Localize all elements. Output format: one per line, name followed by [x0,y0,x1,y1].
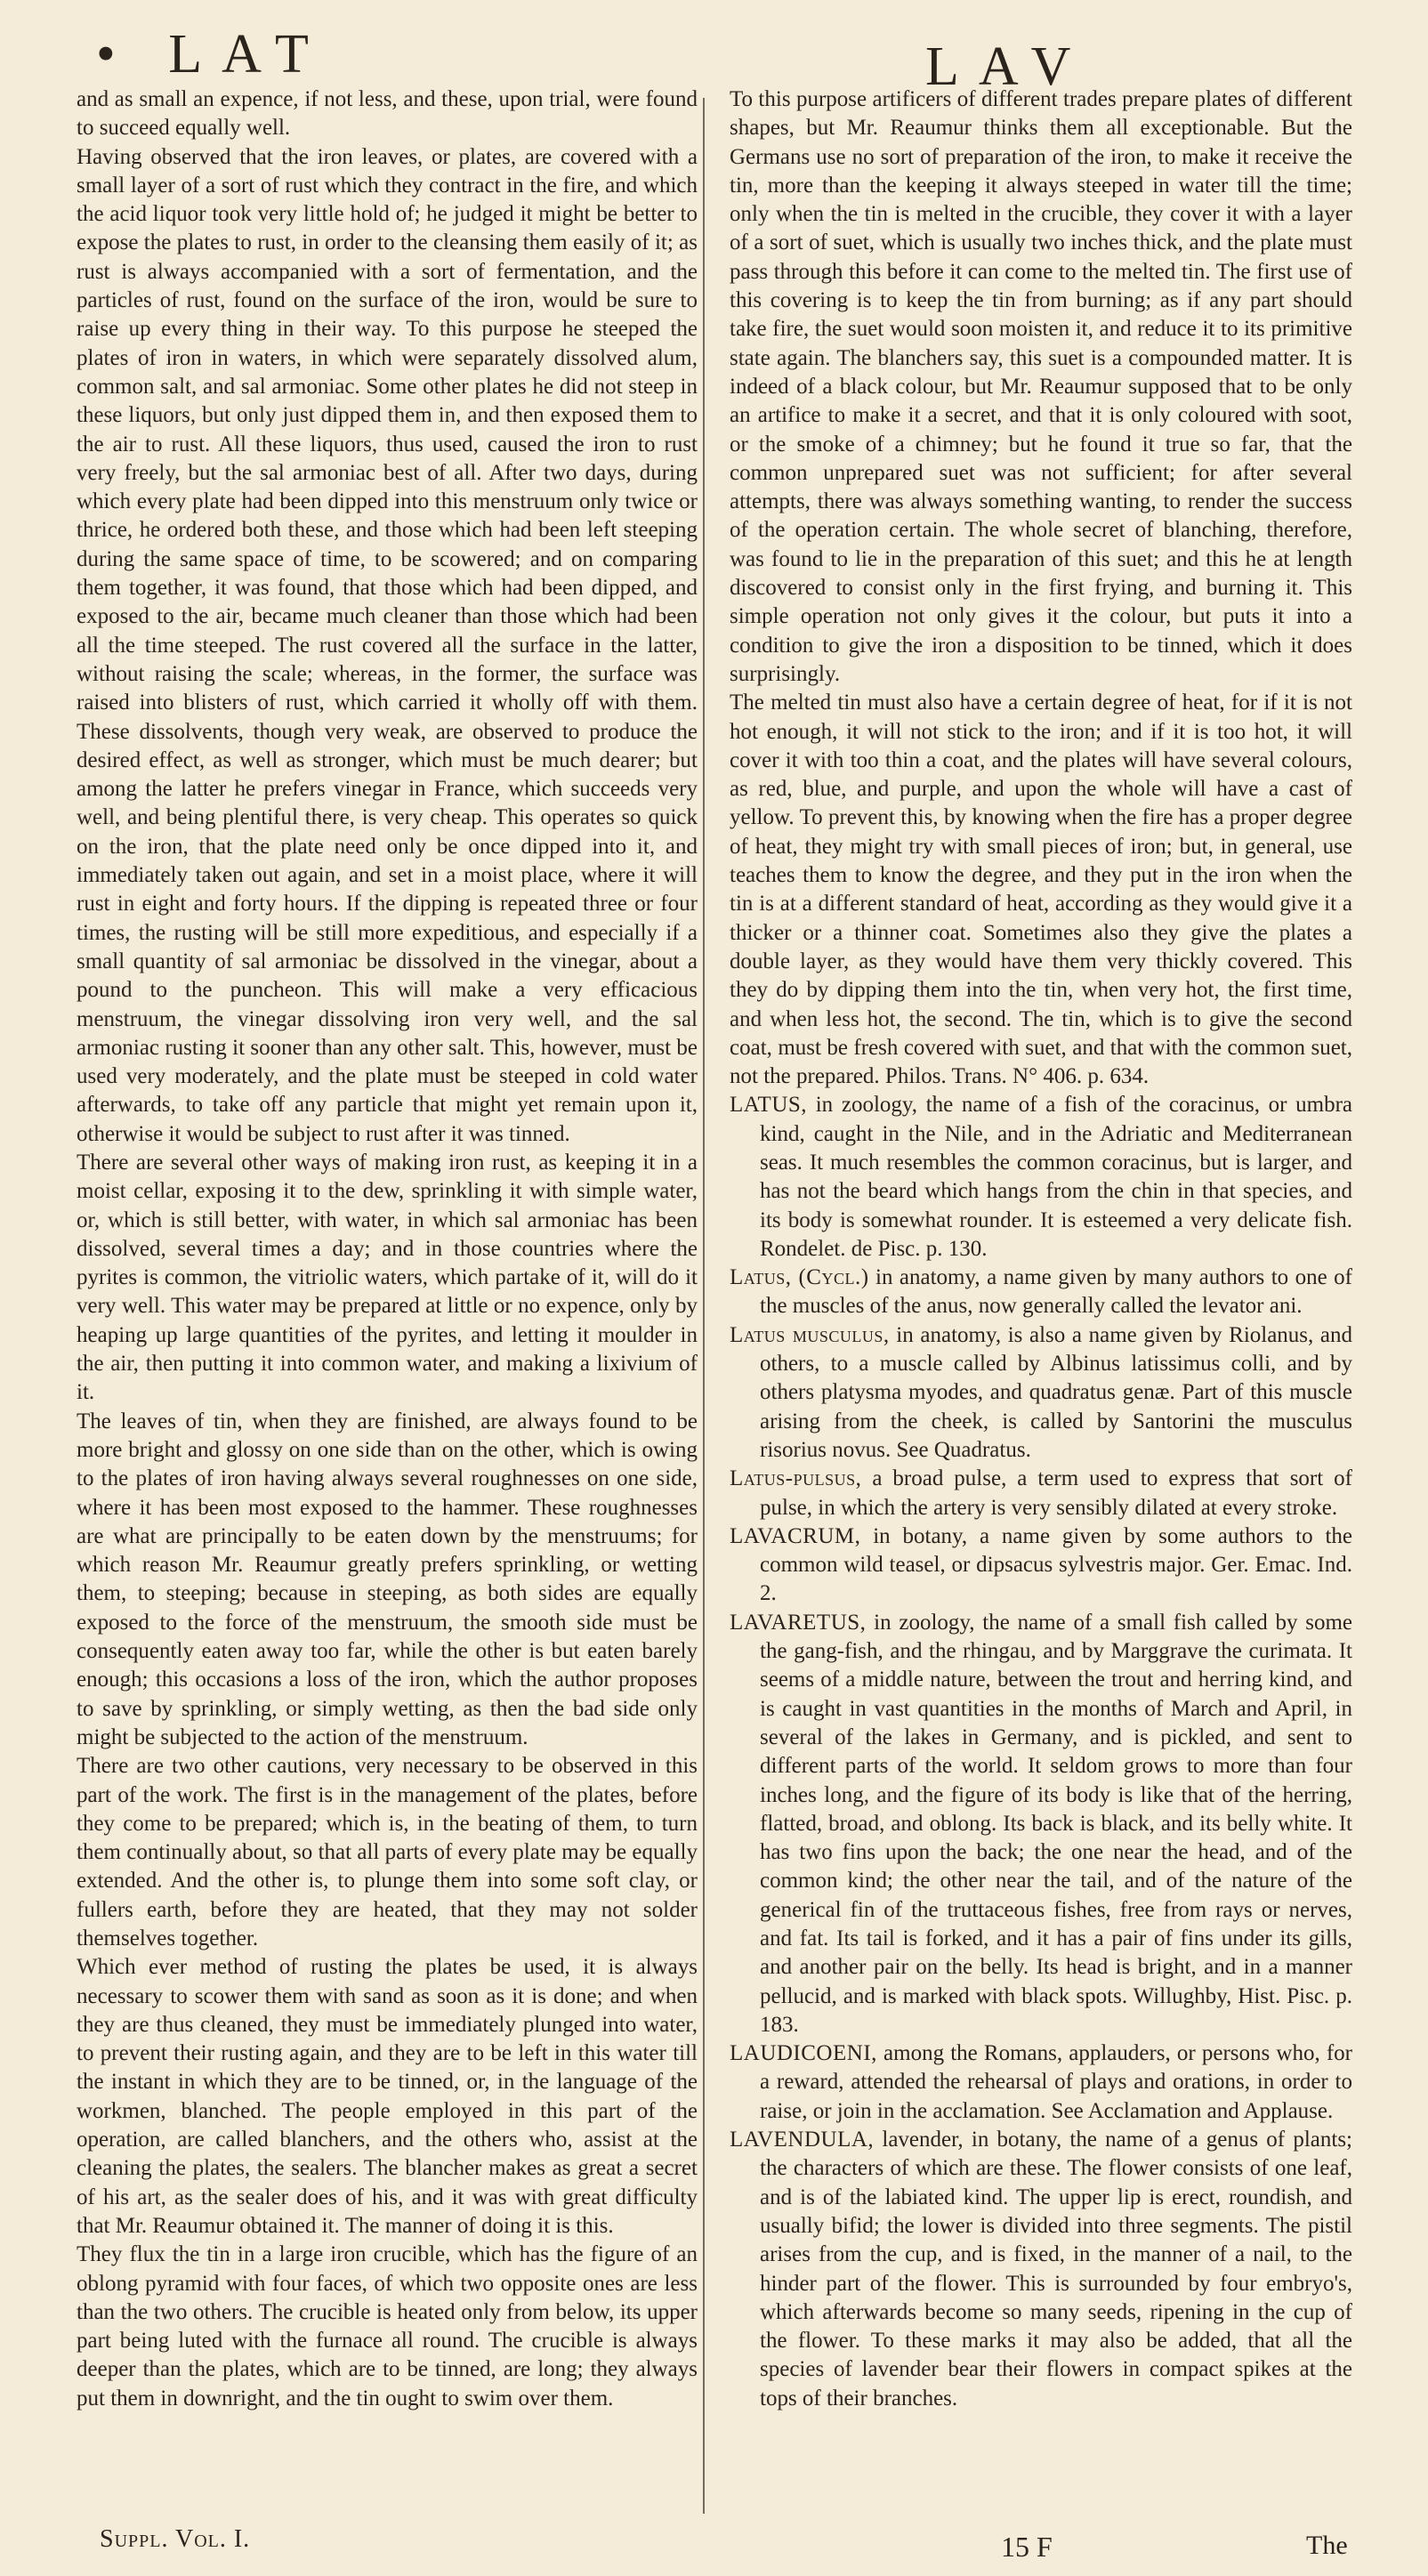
entry-lavacrum [730,1522,1352,1609]
signature-mark: 15 F [1001,2531,1053,2563]
entry-text: among the Romans, applauders, or persons who, for a reward, attended the rehearsal of plays and orations, in order to raise, or join in the acclamation. See Acclamation and Applause. [760,2041,1352,2123]
entry-lavendula [730,2126,1352,2413]
entry-latus-pulsus [730,1465,1352,1522]
header-left: • LAT [96,24,328,85]
entry-head: LAVENDULA, [730,2128,875,2152]
page-footer [0,2525,1428,2570]
entry-lavaretus [730,1609,1352,2039]
entry-text: in zoology, the name of a small fish called by some the gang-fish, and the rhingau, and by Marggrave the curimata. It seems of a middle nature, between the trout and herring kind, and is caught in vast quantities in the months of March and April, in several of the lakes in Germany, and is pickled, and sent to different parts of the world. It seldom grows to more than four inches long, and the figure of its body is like that of the herring, flatted, broad, and oblong. Its back is black, and its belly white. It has two fins upon the back; the one near the head, and of the common kind; the other near the tail, and of the nature of the generical fin of the truttaceous fishes, free from rays or nerves, and fat. Its tail is forked, and it has a pair of fins under its gills, and another pair on the belly. Its head is bright, and in a manner pellucid, and is marked with black spots. Willughby, Hist. Pisc. p. 183. [760,1610,1352,2037]
paragraph: To this purpose artificers of different trades prepare plates of different shapes, but Mr. Reaumur thinks them all exceptionable. But the Germans use no sort of preparation of the iron, to make it receive the tin, more than the keeping it always steeped in water till the time; only when the tin is melted in the crucible, they cover it with a layer of a sort of suet, which is usually two inches thick, and the plate must pass through this before it can come to the melted tin. The first use of this covering is to keep the tin from burning; as if any part should take fire, the suet would soon moisten it, and reduce it to its primitive state again. The blanchers say, this suet is a compounded matter. It is indeed of a black colour, but Mr. Reaumur supposed that to be only an artifice to make it a secret, and that it is only coloured with soot, or the smoke of a chimney; but he found it true so far, that the common unprepared suet was not sufficient; for after several attempts, there was always something wanting, to render the success of the operation certain. The whole secret of blanching, therefore, was found to lie in the preparation of this suet; and this he at length discovered to consist only in the first frying, and burning it. This simple operation not only gives it the colour, but puts it into a condition to give the iron a disposition to be tinned, which it does surprisingly. [730,87,1352,686]
entry-text: a broad pulse, a term used to express that sort of pulse, in which the artery is very sensibly dilated at every stroke. [760,1466,1352,1520]
entry-text: in anatomy, is also a name given by Riolanus, and others, to a muscle called by Albinus latissimus colli, and by others platysma myodes, and quadratus genæ. Part of this muscle arising from the cheek, is called by Santorini the musculus risorius novus. See Quadratus. [760,1322,1352,1462]
entry-head: LAUDICOENI, [730,2041,877,2066]
entry-text: lavender, in botany, the name of a genus of plants; the characters of which are these. The flower consists of one leaf, and is of the labiated kind. The upper lip is erect, roundish, and usually bifid; the lower is divided into three segments. The pistil arises from the cup, and is fixed, in the manner of a nail, to the hinder part of the flower. This is surrounded by four embryo's, which afterwards become so many seeds, ripening in the cup of the flower. To these marks it may also be added, that all the species of lavender bear their flowers in compact spikes at the tops of their branches. [760,2128,1352,2410]
entry-head: LAVARETUS, [730,1610,867,1635]
paragraph: The melted tin must also have a certain degree of heat, for if it is not hot enough, it will not stick to the iron; and if it is too hot, it will cover it with too thin a coat, and the plates will have several colours, as red, blue, and purple, and upon the whole will have a cast of yellow. To prevent this, by knowing when the fire has a proper degree of heat, they might try with small pieces of iron; but, in general, use teaches them to know the degree, and they put in the iron when the tin is at a different standard of heat, according as they would give it a thicker or a thinner coat. Sometimes also they give the plates a double layer, as they would have them very thickly covered. This they do by dipping them into the tin, when very hot, the first time, and when less hot, the second. The tin, which is to give the second coat, must be fresh covered with suet, and that with the common suet, not the prepared. Philos. Trans. N° 406. p. 634. [730,690,1352,1089]
left-column [77,85,698,2413]
header-right: LAV [925,36,1091,97]
entry-latus-musculus [730,1321,1352,1465]
entry-head: Latus, (Cycl.) [730,1265,869,1290]
entry-latus [730,1091,1352,1264]
paragraph: There are two other cautions, very necessary to be observed in this part of the work. The first is in the management of the plates, before they come to be prepared; which is, in the beating of them, to turn them continually about, so that all parts of every plate may be equally extended. And the other is, to plunge them into some soft clay, or fullers earth, before they are heated, that they may not solder themselves together. [77,1754,698,1950]
paragraph: and as small an expence, if not less, and these, upon trial, were found to succeed equally well. [77,87,698,141]
entry-latus-cycl [730,1264,1352,1321]
entry-laudicoeni [730,2039,1352,2126]
volume-label: Suppl. Vol. I. [100,2525,251,2553]
running-header [0,20,1428,97]
column-divider [703,98,705,2514]
entry-text: in zoology, the name of a fish of the coracinus, or umbra kind, caught in the Nile, and in the Adriatic and Mediterranean seas. It much resembles the common coracinus, but is larger, and has not the beard which hangs from the chin in that species, and its body is somewhat rounder. It is esteemed a very delicate fish. Rondelet. de Pisc. p. 130. [760,1093,1352,1261]
paragraph: There are several other ways of making iron rust, as keeping it in a moist cellar, exposing it to the dew, sprinkling it with simple water, or, which is still better, with water, in which sal armoniac has been dissolved, several times a day; and in those countries where the pyrites is common, the vitriolic waters, which partake of it, will do it very well. This water may be prepared at little or no expence, only by heaping up large quantities of the pyrites, and letting it moulder in the air, then putting it into common water, and making a lixivium of it. [77,1150,698,1405]
entry-text: in botany, a name given by some authors to the common wild teasel, or dipsacus sylvestris major. Ger. Emac. Ind. 2. [760,1523,1352,1606]
right-column [730,85,1352,2413]
catchword: The [1306,2531,1348,2560]
paragraph: Which ever method of rusting the plates be used, it is always necessary to scower them with sand as soon as it is done; and when they are thus cleaned, they must be immediately plunged into water, to prevent their rusting again, and they are to be left in this water till the instant in which they are to be tinned, or, in the language of the workmen, blanched. The people employed in this part of the operation, are called blanchers, and the others who, assist at the cleaning the plates, the sealers. The blancher makes as great a secret of his art, as the sealer does of his, and it was with great difficulty that Mr. Reaumur obtained it. The manner of doing it is this. [77,1955,698,2238]
entry-head: Latus-pulsus, [730,1466,862,1491]
entry-head: LATUS, [730,1093,808,1118]
entry-text: in anatomy, a name given by many authors to one of the muscles of the anus, now generally called the levator ani. [760,1265,1352,1319]
entry-head: Latus musculus, [730,1322,890,1347]
paragraph: The leaves of tin, when they are finished, are always found to be more bright and glossy on one side than on the other, which is owing to the plates of iron having always several roughnesses on one side, where it has been most exposed to the hammer. These roughnesses are what are principally to be eaten down by the menstruums; for which reason Mr. Reaumur greatly prefers sprinkling, or wetting them, to steeping; because in steeping, as both sides are equally exposed to the force of the menstruum, the smooth side must be consequently eaten away too far, while the other is but eaten barely enough; this occasions a loss of the iron, which the author proposes to save by sprinkling, or simply wetting, as then the bad side only might be subjected to the action of the menstruum. [77,1409,698,1749]
paragraph: Having observed that the iron leaves, or plates, are covered with a small layer of a sort of rust which they contract in the fire, and which the acid liquor took very little hold of; he judged it might be better to expose the plates to rust, in order to the cleansing them easily of it; as rust is always accompanied with a sort of fermentation, and the particles of rust, found on the surface of the iron, would be sure to raise up every thing in their way. To this purpose he steeped the plates of iron in waters, in which were separately dissolved alum, common salt, and sal armoniac. Some other plates he did not steep in these liquors, but only just dipped them in, and then exposed them to the air to rust. All these liquors, thus used, caused the iron to rust very freely, but the sal armoniac best of all. After two days, during which every plate had been dipped into this menstruum only twice or thrice, he ordered both these, and those which had been left steeping during the same space of time, to be scowered; and on comparing them together, it was found, that those which had been dipped, and exposed to the air, became much cleaner than those which had been all the time steeped. The rust covered all the surface in the latter, without raising the scale; whereas, in the former, the surface was raised into blisters of rust, which carried it wholly off with them. These dissolvents, though very weak, are observed to produce the desired effect, as well as stronger, which must be much dearer; but among the latter he prefers vinegar in France, which succeeds very well, and being plentiful there, is very cheap. This operates so quick on the iron, that the plate need only be once dipped into it, and immediately taken out again, and set in a moist place, where it will rust in eight and forty hours. If the dipping is repeated three or four times, the rusting will be still more expeditious, and especially if a small quantity of sal armoniac be dissolved in the vinegar, about a pound to the puncheon. This will make a very efficacious menstruum, the vinegar dissolving iron very well, and the sal armoniac rusting it sooner than any other salt. This, however, must be used very moderately, and the plate must be steeped in cold water afterwards, to take off any particle that might yet remain upon it, otherwise it would be subject to rust after it was tinned. [77,144,698,1146]
entry-head: LAVACRUM, [730,1523,861,1548]
paragraph: They flux the tin in a large iron crucible, which has the figure of an oblong pyramid with four faces, of which two opposite ones are less than the two others. The crucible is heated only from below, its upper part being luted with the furnace all round. The crucible is always deeper than the plates, which are to be tinned, are long; they always put them in downright, and the tin ought to swim over them. [77,2242,698,2410]
